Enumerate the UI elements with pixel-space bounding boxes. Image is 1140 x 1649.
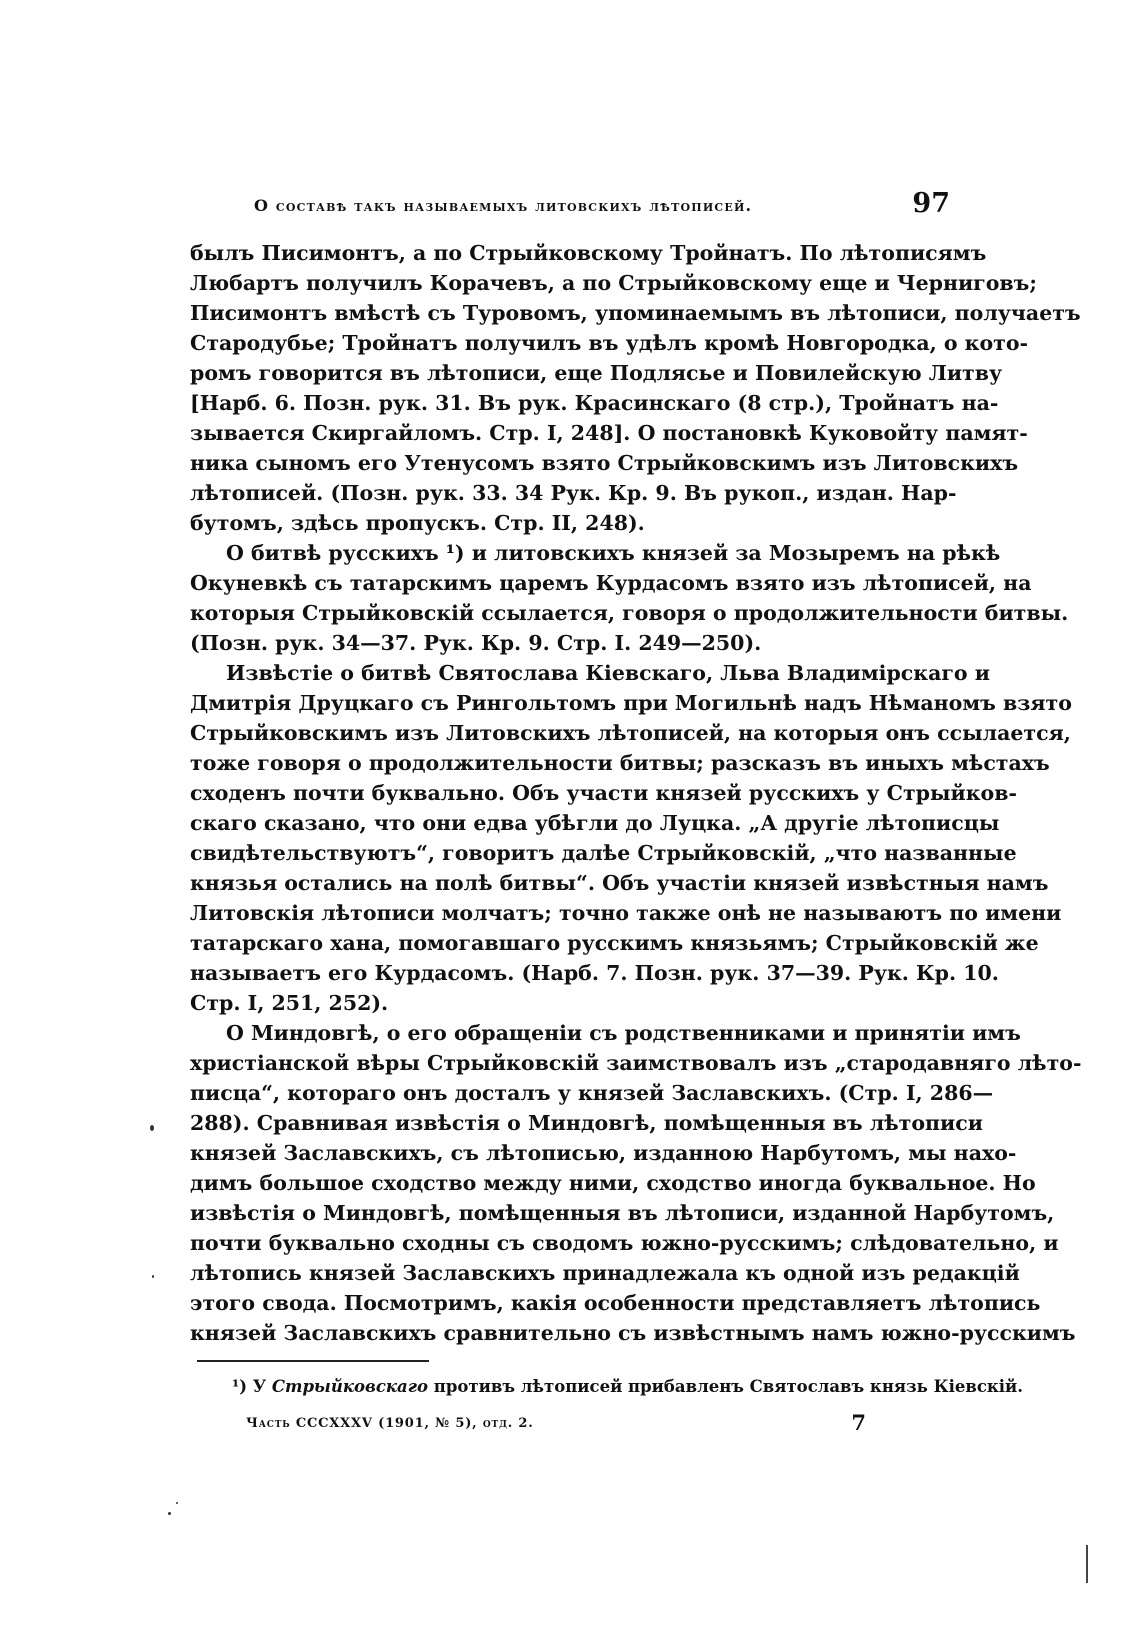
- text-line: которыя Стрыйковскій ссылается, говоря о продолжительности битвы.: [190, 601, 1069, 625]
- text-line: князья остались на полѣ битвы“. Объ участіи князей извѣстныя намъ: [190, 871, 1049, 895]
- scan-speck: [168, 1512, 171, 1515]
- text-line: Писимонтъ вмѣстѣ съ Туровомъ, упоминаемымъ въ лѣтописи, получаетъ: [190, 301, 1081, 325]
- footnote-text: противъ лѣтописей прибавленъ Святославъ князь Кіевскій.: [433, 1377, 1024, 1396]
- page-number: 97: [912, 188, 950, 219]
- text-line: димъ большое сходство между ними, сходство иногда буквальное. Но: [190, 1171, 1036, 1195]
- scan-speck: [152, 1275, 154, 1278]
- text-line: лѣтопись князей Заславскихъ принадлежала къ одной изъ редакцій: [190, 1261, 1020, 1285]
- body-text: [190, 238, 1082, 1348]
- text-line: Стр. I, 251, 252).: [190, 991, 389, 1015]
- text-line: Дмитрія Друцкаго съ Рингольтомъ при Могильнѣ надъ Нѣманомъ взято: [190, 691, 1072, 715]
- text-line: Стародубье; Тройнатъ получилъ въ удѣлъ кромѣ Новгородка, о кото-: [190, 331, 1029, 355]
- text-line: Любартъ получилъ Корачевъ, а по Стрыйковскому еще и Черниговъ;: [190, 271, 1037, 295]
- text-line: Литовскія лѣтописи молчатъ; точно также онѣ не называютъ по имени: [190, 901, 1062, 925]
- text-line: лѣтописей. (Позн. рук. 33. 34 Рук. Кр. 9. Въ рукоп., издан. Нар-: [190, 481, 957, 505]
- scan-edge-mark: [1086, 1545, 1088, 1583]
- text-line: князей Заславскихъ сравнительно съ извѣстнымъ намъ южно-русскимъ: [190, 1321, 1076, 1345]
- paragraph-start: О битвѣ русскихъ ¹) и литовскихъ князей за Мозыремъ на рѣкѣ: [226, 541, 1001, 565]
- text-line: (Позн. рук. 34—37. Рук. Кр. 9. Стр. I. 249—250).: [190, 631, 762, 655]
- printer-signature: Часть CCCXXXV (1901, № 5), отд. 2.: [246, 1416, 534, 1431]
- paragraph-start: О Миндовгѣ, о его обращеніи съ родственниками и принятіи имъ: [226, 1021, 1021, 1045]
- text-line: былъ Писимонтъ, а по Стрыйковскому Тройнатъ. По лѣтописямъ: [190, 241, 987, 265]
- text-line: свидѣтельствуютъ“, говоритъ далѣе Стрыйковскій, „что названные: [190, 841, 1017, 865]
- footnote: [232, 1372, 1024, 1402]
- text-line: 288). Сравнивая извѣстія о Миндовгѣ, помѣщенныя въ лѣтописи: [190, 1111, 983, 1135]
- page-header: [190, 188, 950, 222]
- footnote-divider: [197, 1360, 429, 1362]
- text-line: писца“, котораго онъ досталъ у князей Заславскихъ. (Стр. I, 286—: [190, 1081, 994, 1105]
- text-line: этого свода. Посмотримъ, какія особенности представляетъ лѣтопись: [190, 1291, 1041, 1315]
- text-line: Стрыйковскимъ изъ Литовскихъ лѣтописей, на которыя онъ ссылается,: [190, 721, 1071, 745]
- text-line: скаго сказано, что они едва убѣгли до Луцка. „А другіе лѣтописцы: [190, 811, 1000, 835]
- text-line: князей Заславскихъ, съ лѣтописью, изданною Нарбутомъ, мы нахо-: [190, 1141, 1017, 1165]
- scan-speck: [176, 1502, 178, 1504]
- text-line: христіанской вѣры Стрыйковскій заимствовалъ изъ „стародавняго лѣто-: [190, 1051, 1082, 1075]
- text-line: ромъ говорится въ лѣтописи, еще Подлясье и Повилейскую Литву: [190, 361, 1003, 385]
- scan-speck: [150, 1125, 154, 1131]
- text-line: сходенъ почти буквально. Объ участи князей русскихъ у Стрыйков-: [190, 781, 1017, 805]
- running-title: О составѣ такъ называемыхъ литовскихъ лѣтописей.: [254, 196, 753, 215]
- page-footer: [246, 1410, 866, 1440]
- footnote-author: Стрыйковскаго: [271, 1377, 429, 1396]
- signature-number: 7: [851, 1410, 866, 1435]
- text-line: [Нарб. 6. Позн. рук. 31. Въ рук. Красинскаго (8 стр.), Тройнатъ на-: [190, 391, 999, 415]
- text-line: почти буквально сходны съ сводомъ южно-русскимъ; слѣдовательно, и: [190, 1231, 1059, 1255]
- text-line: бутомъ, здѣсь пропускъ. Стр. II, 248).: [190, 511, 645, 535]
- text-line: тоже говоря о продолжительности битвы; разсказъ въ иныхъ мѣстахъ: [190, 751, 1050, 775]
- text-line: извѣстія о Миндовгѣ, помѣщенныя въ лѣтописи, изданной Нарбутомъ,: [190, 1201, 1055, 1225]
- text-line: зывается Скиргайломъ. Стр. I, 248]. О постановкѣ Куковойту памят-: [190, 421, 1028, 445]
- text-line: ника сыномъ его Утенусомъ взято Стрыйковскимъ изъ Литовскихъ: [190, 451, 1019, 475]
- text-line: татарскаго хана, помогавшаго русскимъ князьямъ; Стрыйковскій же: [190, 931, 1039, 955]
- text-line: Окуневкѣ съ татарскимъ царемъ Курдасомъ взято изъ лѣтописей, на: [190, 571, 1032, 595]
- footnote-marker: ¹) У: [232, 1377, 267, 1396]
- paragraph-start: Извѣстіе о битвѣ Святослава Кіевскаго, Льва Владимірскаго и: [226, 661, 990, 685]
- text-line: называетъ его Курдасомъ. (Нарб. 7. Позн. рук. 37—39. Рук. Кр. 10.: [190, 961, 999, 985]
